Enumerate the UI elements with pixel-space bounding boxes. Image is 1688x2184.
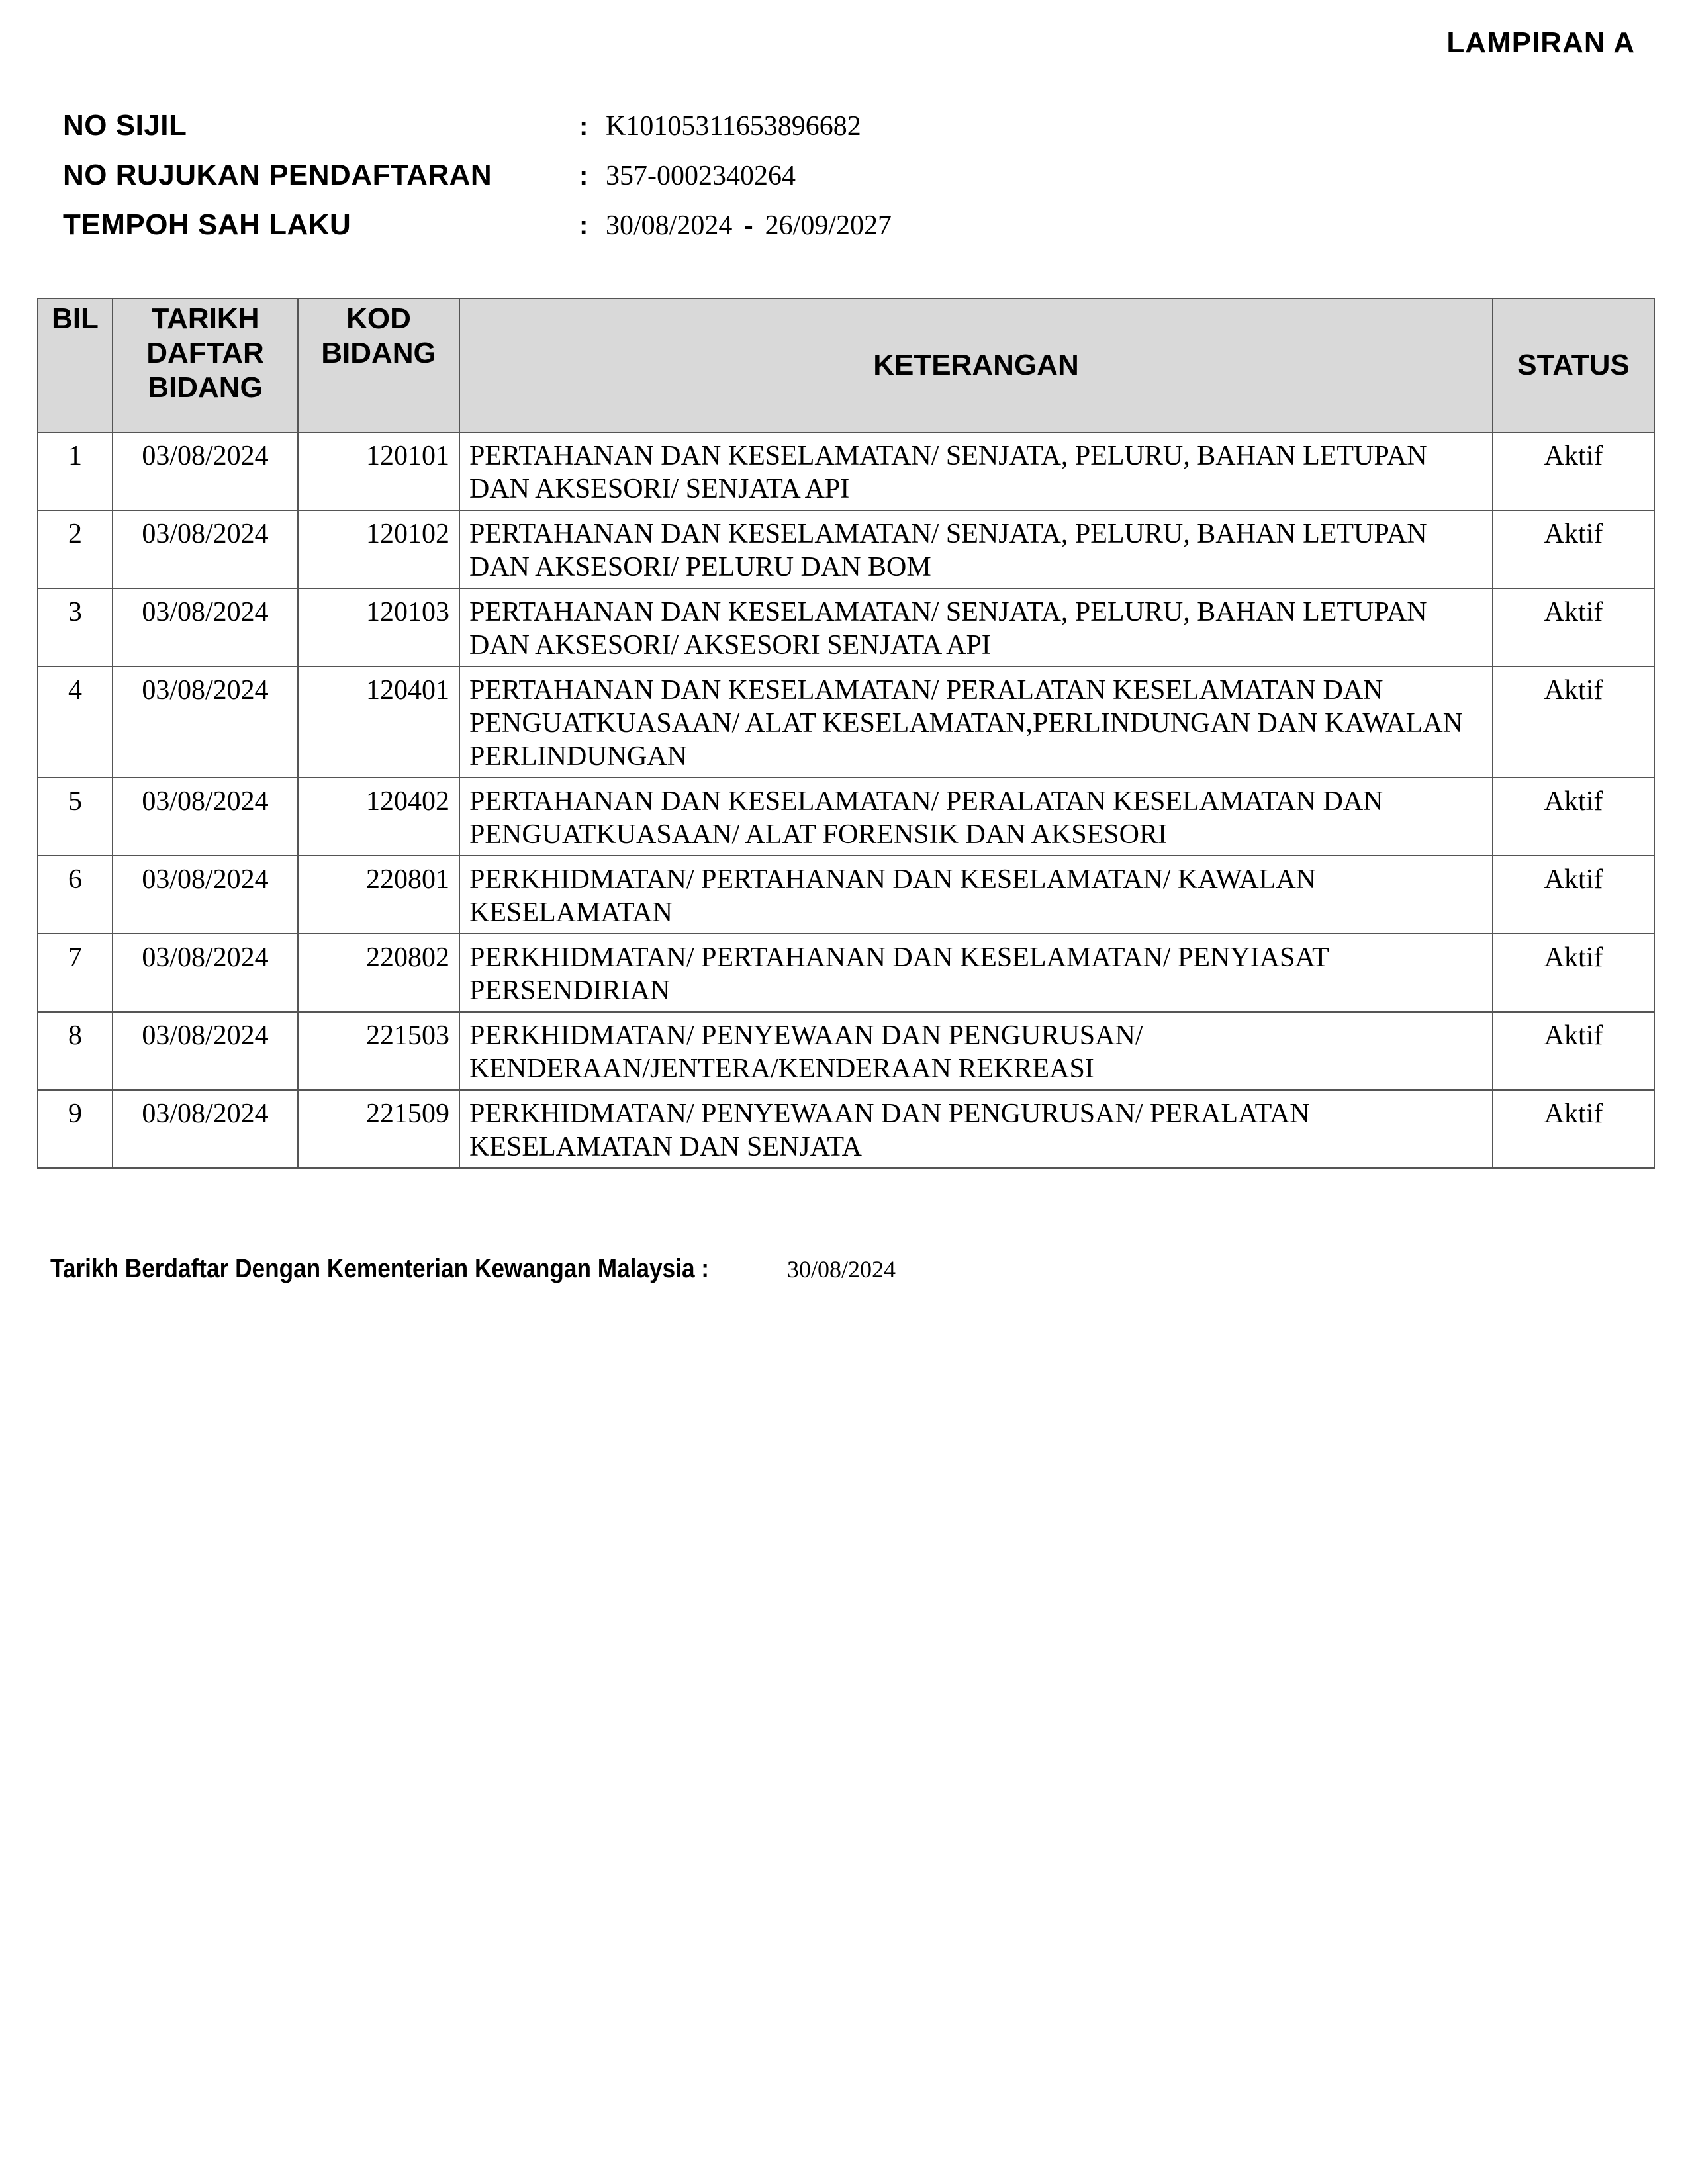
no-sijil-value: K10105311653896682 (606, 111, 861, 142)
colon: : (579, 161, 588, 191)
table-row (38, 1090, 1654, 1168)
table-row (38, 1012, 1654, 1090)
colon: : (579, 211, 588, 240)
cell-keterangan: PERTAHANAN DAN KESELAMATAN/ PERALATAN KESELAMATAN DAN PENGUATKUASAAN/ ALAT KESELAMATAN,PERLINDUNGAN DAN KAWALAN PERLINDUNGAN (459, 666, 1493, 778)
cell-keterangan: PERTAHANAN DAN KESELAMATAN/ SENJATA, PELURU, BAHAN LETUPAN DAN AKSESORI/ AKSESORI SENJATA API (459, 588, 1493, 666)
tempoh-label: TEMPOH SAH LAKU (63, 208, 352, 241)
cell-status: Aktif (1493, 1012, 1654, 1090)
cell-status: Aktif (1493, 666, 1654, 778)
cell-bil: 7 (38, 934, 113, 1012)
cell-tarikh: 03/08/2024 (113, 856, 298, 934)
cell-tarikh: 03/08/2024 (113, 510, 298, 588)
cell-bil: 1 (38, 432, 113, 510)
cell-bil: 2 (38, 510, 113, 588)
cell-tarikh: 03/08/2024 (113, 1012, 298, 1090)
lampiran-title: LAMPIRAN A (1446, 26, 1635, 59)
no-rujukan-value: 357-0002340264 (606, 161, 796, 191)
header-keterangan: KETERANGAN (459, 298, 1493, 432)
table-row (38, 432, 1654, 510)
cell-kod: 220801 (298, 856, 459, 934)
registration-date-footer (50, 1254, 896, 1284)
cell-keterangan: PERTAHANAN DAN KESELAMATAN/ SENJATA, PELURU, BAHAN LETUPAN DAN AKSESORI/ SENJATA API (459, 432, 1493, 510)
cell-kod: 120402 (298, 778, 459, 856)
cell-tarikh: 03/08/2024 (113, 1090, 298, 1168)
bidang-table (37, 298, 1655, 1169)
cell-kod: 120102 (298, 510, 459, 588)
cell-status: Aktif (1493, 856, 1654, 934)
tempoh-end: 26/09/2027 (765, 210, 892, 241)
cell-kod: 120401 (298, 666, 459, 778)
cell-tarikh: 03/08/2024 (113, 432, 298, 510)
cell-kod: 221509 (298, 1090, 459, 1168)
no-sijil-row (63, 109, 1585, 159)
cell-status: Aktif (1493, 934, 1654, 1012)
header-bil: BIL (38, 298, 113, 432)
tempoh-start: 30/08/2024 (606, 210, 733, 241)
cell-tarikh: 03/08/2024 (113, 666, 298, 778)
certificate-info (63, 109, 1585, 258)
cell-tarikh: 03/08/2024 (113, 588, 298, 666)
table-row (38, 778, 1654, 856)
registration-date-label: Tarikh Berdaftar Dengan Kementerian Kewangan Malaysia : (50, 1254, 710, 1283)
cell-tarikh: 03/08/2024 (113, 778, 298, 856)
header-tarikh: TARIKH DAFTAR BIDANG (113, 298, 298, 432)
no-rujukan-label: NO RUJUKAN PENDAFTARAN (63, 159, 492, 191)
cell-keterangan: PERKHIDMATAN/ PENYEWAAN DAN PENGURUSAN/ PERALATAN KESELAMATAN DAN SENJATA (459, 1090, 1493, 1168)
cell-keterangan: PERTAHANAN DAN KESELAMATAN/ SENJATA, PELURU, BAHAN LETUPAN DAN AKSESORI/ PELURU DAN BOM (459, 510, 1493, 588)
cell-bil: 6 (38, 856, 113, 934)
no-rujukan-row (63, 159, 1585, 208)
table-row (38, 588, 1654, 666)
cell-status: Aktif (1493, 588, 1654, 666)
table-header-row (38, 298, 1654, 432)
cell-bil: 5 (38, 778, 113, 856)
registration-date-value: 30/08/2024 (787, 1256, 896, 1283)
cell-bil: 8 (38, 1012, 113, 1090)
tempoh-row (63, 208, 1585, 258)
colon: : (579, 112, 588, 141)
cell-bil: 4 (38, 666, 113, 778)
cell-status: Aktif (1493, 510, 1654, 588)
cell-keterangan: PERKHIDMATAN/ PENYEWAAN DAN PENGURUSAN/ KENDERAAN/JENTERA/KENDERAAN REKREASI (459, 1012, 1493, 1090)
tempoh-separator: - (744, 211, 753, 240)
cell-status: Aktif (1493, 432, 1654, 510)
cell-kod: 220802 (298, 934, 459, 1012)
cell-status: Aktif (1493, 778, 1654, 856)
cell-tarikh: 03/08/2024 (113, 934, 298, 1012)
cell-keterangan: PERKHIDMATAN/ PERTAHANAN DAN KESELAMATAN/ PENYIASAT PERSENDIRIAN (459, 934, 1493, 1012)
cell-keterangan: PERTAHANAN DAN KESELAMATAN/ PERALATAN KESELAMATAN DAN PENGUATKUASAAN/ ALAT FORENSIK DAN AKSESORI (459, 778, 1493, 856)
table-row (38, 510, 1654, 588)
cell-kod: 221503 (298, 1012, 459, 1090)
cell-bil: 3 (38, 588, 113, 666)
table-row (38, 934, 1654, 1012)
header-kod: KOD BIDANG (298, 298, 459, 432)
no-sijil-label: NO SIJIL (63, 109, 187, 142)
cell-bil: 9 (38, 1090, 113, 1168)
cell-keterangan: PERKHIDMATAN/ PERTAHANAN DAN KESELAMATAN/ KAWALAN KESELAMATAN (459, 856, 1493, 934)
cell-kod: 120103 (298, 588, 459, 666)
header-status: STATUS (1493, 298, 1654, 432)
cell-kod: 120101 (298, 432, 459, 510)
cell-status: Aktif (1493, 1090, 1654, 1168)
table-row (38, 666, 1654, 778)
table-row (38, 856, 1654, 934)
